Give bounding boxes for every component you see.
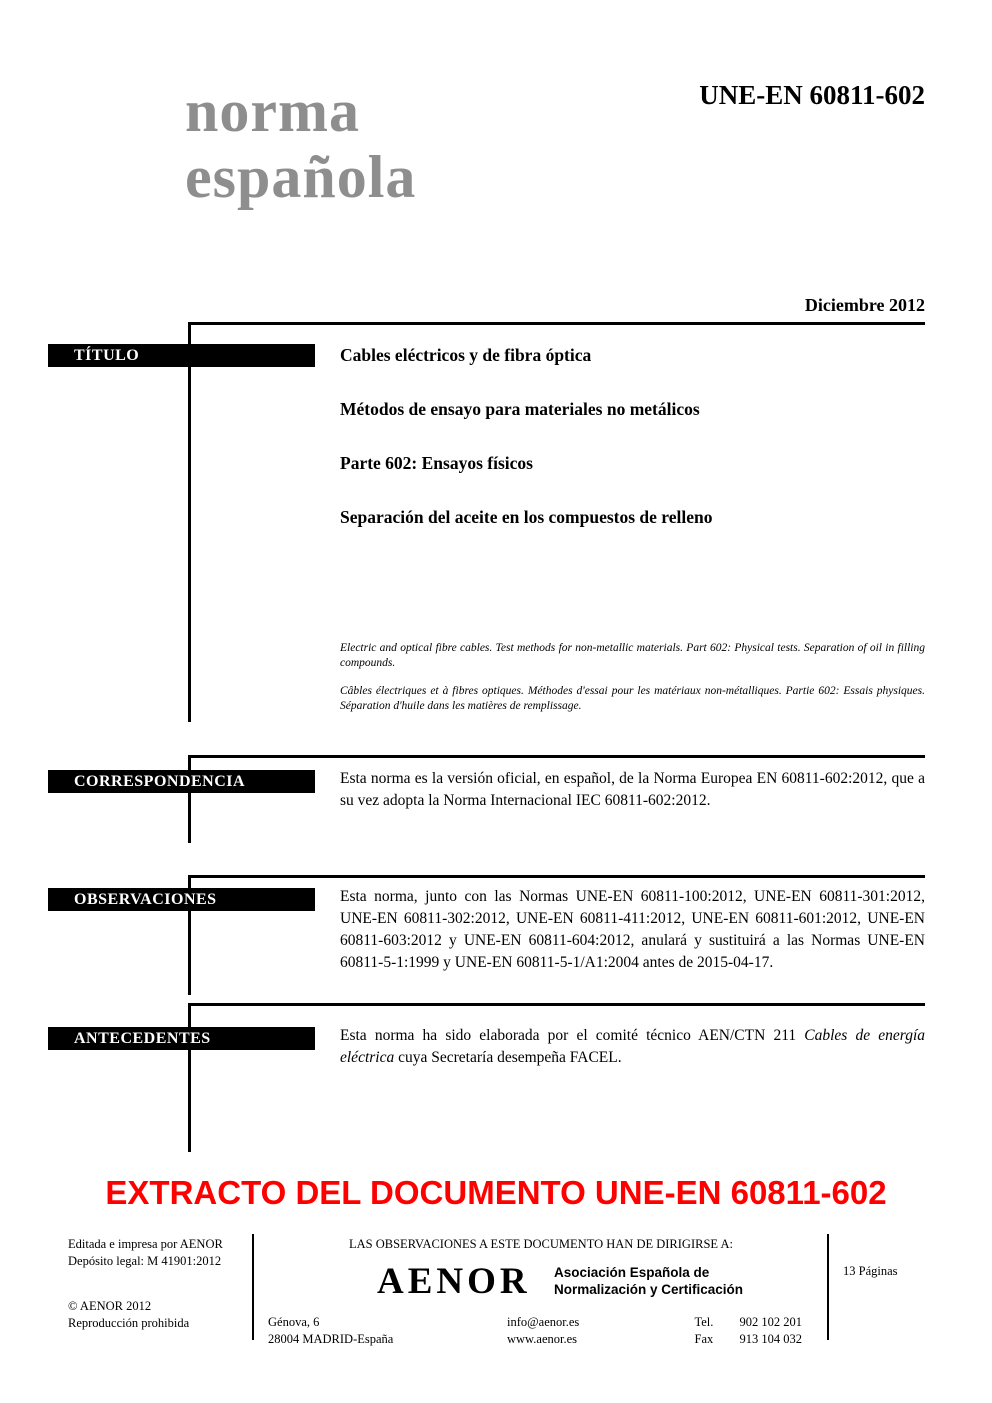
titulo-content: [340, 345, 925, 561]
footer-edited-by: Editada e impresa por AENOR: [68, 1237, 223, 1251]
title-line-2: Métodos de ensayo para materiales no metálicos: [340, 399, 700, 419]
correspondencia-content: [340, 768, 925, 812]
footer-fax-label: Fax: [694, 1331, 714, 1346]
aenor-logo-row: [262, 1258, 820, 1304]
extract-banner: EXTRACTO DEL DOCUMENTO UNE-EN 60811-602: [105, 1174, 887, 1211]
antecedentes-vertical-rule: [188, 1003, 191, 1152]
footer-tel-label: Tel.: [694, 1315, 714, 1329]
title-english-text: Electric and optical fibre cables. Test methods for non-metallic materials. Part 602: Physical tests. Separation of oil in filling compounds.: [340, 642, 925, 669]
observaciones-label-text: OBSERVACIONES: [74, 890, 217, 908]
correspondencia-top-rule: [188, 755, 925, 758]
document-code: UNE-EN 60811-602: [699, 80, 925, 110]
logo-word-espanola: española: [185, 144, 417, 210]
footer-city: 28004 MADRID-España: [268, 1331, 394, 1346]
footer-imprint: [68, 1236, 248, 1331]
committee-name-italic: Cables de energía eléctrica: [340, 1027, 925, 1066]
footer-divider-left: [252, 1234, 254, 1340]
observaciones-content: [340, 886, 925, 974]
footer-reproduction-notice: Reproducción prohibida: [68, 1315, 190, 1330]
aenor-logo: AENOR: [377, 1261, 531, 1302]
footer-online-contacts: [507, 1314, 579, 1347]
footer-notice: LAS OBSERVACIONES A ESTE DOCUMENTO HAN DE DIRIGIRSE A:: [349, 1237, 733, 1251]
titulo-vertical-rule: [188, 322, 191, 722]
publication-date: Diciembre 2012: [804, 295, 925, 315]
antecedentes-content: [340, 1025, 925, 1069]
section-label-antecedentes: [48, 1027, 315, 1050]
footer-phone-contacts: [695, 1314, 803, 1347]
footer-website: www.aenor.es: [507, 1331, 578, 1346]
aenor-org-name: [554, 1264, 743, 1298]
antecedentes-text: Esta norma ha sido elaborada por el comité técnico AEN/CTN 211 Cables de energía eléctrica cuya Secretaría desempeña FACEL.: [340, 1027, 925, 1066]
footer-copyright: © AENOR 2012: [68, 1299, 152, 1313]
footer-street: Génova, 6: [268, 1315, 320, 1329]
titulo-label-text: TÍTULO: [74, 346, 140, 364]
antecedentes-top-rule: [188, 1003, 925, 1006]
footer-tel-number: 902 102 201: [739, 1315, 802, 1329]
correspondencia-vertical-rule: [188, 755, 191, 843]
section-label-titulo: [48, 344, 315, 367]
footer-address: [268, 1314, 393, 1347]
footer-legal-deposit: Depósito legal: M 41901:2012: [68, 1253, 222, 1268]
correspondencia-label-text: CORRESPONDENCIA: [74, 772, 246, 790]
footer-page-count: 13 Páginas: [843, 1264, 898, 1278]
title-line-1: Cables eléctricos y de fibra óptica: [340, 345, 592, 365]
footer-center: [262, 1237, 820, 1348]
logo-word-norma: norma: [185, 78, 360, 144]
antecedentes-label-text: ANTECEDENTES: [74, 1029, 211, 1047]
section-label-correspondencia: [48, 770, 315, 793]
section-label-observaciones: [48, 888, 315, 911]
aenor-org-line2: Normalización y Certificación: [554, 1282, 744, 1297]
observaciones-text: Esta norma, junto con las Normas UNE-EN 60811-100:2012, UNE-EN 60811-301:2012, UNE-EN 60811-302:2012, UNE-EN 60811-411:2012, UNE-EN 60811-601:2012, UNE-EN 60811-603:2012 y UNE-EN 60811-604:2012, anulará y sustituirá a las Normas UNE-EN 60811-5-1:1999 y UNE-EN 60811-5-1/A1:2004 antes de 2015-04-17.: [340, 888, 925, 971]
titulo-top-rule: [188, 322, 925, 325]
norma-espanola-logo: [185, 78, 416, 210]
title-french-translation: [340, 684, 925, 727]
title-line-4: Separación del aceite en los compuestos de relleno: [340, 507, 713, 527]
footer-email: info@aenor.es: [507, 1315, 580, 1329]
correspondencia-text: Esta norma es la versión oficial, en español, de la Norma Europea EN 60811-602:2012, que a su vez adopta la Norma Internacional IEC 60811-602:2012.: [340, 770, 925, 809]
footer-fax-number: 913 104 032: [739, 1331, 802, 1346]
aenor-org-line1: Asociación Española de: [554, 1265, 710, 1280]
footer-contact-row: [262, 1314, 820, 1348]
footer-divider-right: [827, 1234, 829, 1340]
title-french-text: Câbles électriques et à fibres optiques. Méthodes d'essai pour les matériaux non-métalliques. Partie 602: Essais physiques. Séparation d'huile dans les matières de remplissage.: [340, 685, 925, 712]
observaciones-top-rule: [188, 875, 925, 878]
title-english-translation: [340, 641, 925, 684]
title-line-3: Parte 602: Ensayos físicos: [340, 453, 533, 473]
